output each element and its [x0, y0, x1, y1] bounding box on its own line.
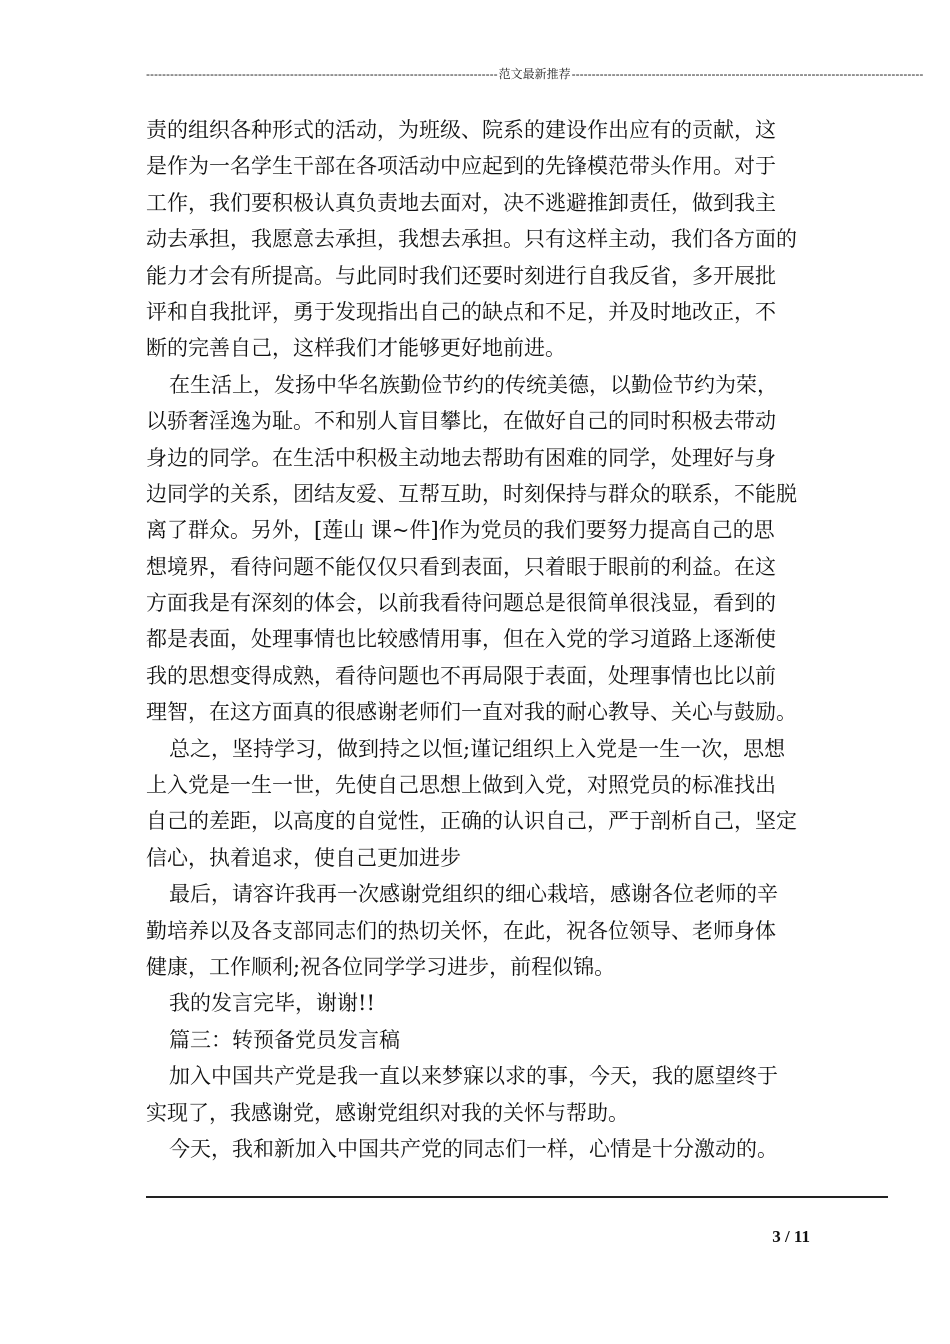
text-line: 能力才会有所提高。与此同时我们还要时刻进行自我反省，多开展批 — [146, 263, 776, 288]
text-line: 信心，执着追求，使自己更加进步 — [146, 845, 461, 870]
text-line: 边同学的关系，团结友爱、互帮互助，时刻保持与群众的联系，不能脱 — [146, 481, 797, 506]
text-line: 想境界，看待问题不能仅仅只看到表面，只着眼于眼前的利益。在这 — [146, 554, 776, 579]
text-line: 上入党是一生一世，先使自己思想上做到入党，对照党员的标准找出 — [146, 773, 776, 798]
text-line: 我的思想变得成熟，看待问题也不再局限于表面，处理事情也比以前 — [146, 663, 776, 688]
text-line: 我的发言完毕，谢谢!! — [169, 991, 375, 1016]
text-line: 责的组织各种形式的活动，为班级、院系的建设作出应有的贡献，这 — [146, 118, 776, 142]
text-line: 评和自我批评，勇于发现指出自己的缺点和不足，并及时地改正，不 — [146, 299, 776, 324]
text-line: 今天，我和新加入中国共产党的同志们一样，心情是十分激动的。 — [169, 1136, 778, 1161]
header-title: 范文最新推荐 — [498, 67, 571, 81]
text-line: 自己的差距，以高度的自觉性，正确的认识自己，严于剖析自己，坚定 — [146, 809, 797, 834]
text-line: 动去承担，我愿意去承担，我想去承担。只有这样主动，我们各方面的 — [146, 227, 797, 252]
text-line: 都是表面，处理事情也比较感情用事，但在入党的学习道路上逐渐使 — [146, 627, 776, 652]
text-line: 总之，坚持学习，做到持之以恒;谨记组织上入党是一生一次，思想 — [169, 736, 786, 761]
footer-divider — [146, 1196, 888, 1198]
text-line: 加入中国共产党是我一直以来梦寐以求的事，今天，我的愿望终于 — [169, 1064, 778, 1089]
text-line: 工作，我们要积极认真负责地去面对，决不逃避推卸责任，做到我主 — [146, 190, 776, 215]
text-line: 身边的同学。在生活中积极主动地去帮助有困难的同学，处理好与身 — [146, 445, 776, 470]
text-line: 方面我是有深刻的体会，以前我看待问题总是很简单很浅显，看到的 — [146, 591, 776, 616]
text-line: 勤培养以及各支部同志们的热切关怀，在此，祝各位领导、老师身体 — [146, 918, 776, 943]
text-line: 断的完善自己，这样我们才能够更好地前进。 — [146, 336, 566, 361]
section-heading: 篇三：转预备党员发言稿 — [169, 1027, 400, 1052]
text-line: 最后，请容许我再一次感谢党组织的细心栽培，感谢各位老师的辛 — [169, 882, 778, 907]
text-line: 在生活上，发扬中华名族勤俭节约的传统美德，以勤俭节约为荣， — [169, 372, 778, 397]
text-line: 健康，工作顺利;祝各位同学学习进步，前程似锦。 — [146, 954, 616, 979]
text-line: 是作为一名学生干部在各项活动中应起到的先锋模范带头作用。对于 — [146, 154, 776, 179]
header-dashes-left: ---------------------------------------------------------------------------------------- — [146, 67, 498, 81]
text-line: 理智，在这方面真的很感谢老师们一直对我的耐心教导、关心与鼓励。 — [146, 700, 797, 725]
document-body — [146, 112, 810, 1167]
text-line: 以骄奢淫逸为耻。不和别人盲目攀比，在做好自己的同时积极去带动 — [146, 409, 776, 434]
page-header — [146, 66, 924, 82]
text-line: 实现了，我感谢党，感谢党组织对我的关怀与帮助。 — [146, 1100, 629, 1125]
text-line: 离了群众。另外，[莲山 课~件]作为党员的我们要努力提高自己的思 — [146, 518, 775, 543]
page-number: 3 / 11 — [772, 1227, 810, 1246]
header-dashes-right: ---------------------------------------------------------------------------------------- — [571, 67, 924, 81]
